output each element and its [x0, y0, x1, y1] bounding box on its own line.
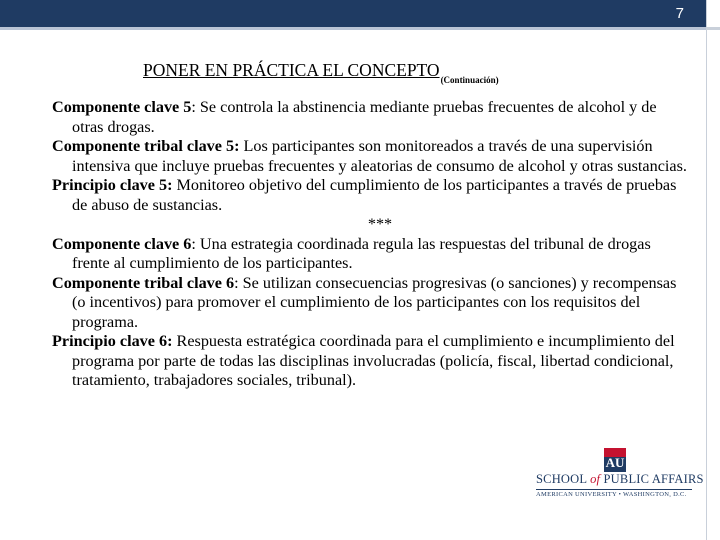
paragraph-principio-5	[52, 176, 692, 215]
paragraph-label: Principio clave 6:	[52, 332, 173, 350]
paragraph-componente-6	[52, 235, 692, 274]
logo-word-school: SCHOOL	[536, 472, 591, 486]
paragraph-componente-5	[52, 98, 692, 137]
paragraph-label: Principio clave 5:	[52, 176, 173, 194]
logo-subline: AMERICAN UNIVERSITY • WASHINGTON, D.C.	[536, 491, 687, 498]
paragraph-label: Componente clave 5	[52, 98, 192, 116]
right-border-tick	[707, 27, 720, 30]
section-separator: ***	[367, 215, 393, 233]
page-number: 7	[675, 5, 684, 22]
school-of-public-affairs-logo	[536, 448, 704, 504]
logo-wordmark	[536, 472, 704, 487]
paragraph-text: : Una estrategia coordinada regula las respuestas del tribunal de drogas frente al cumplimiento de los participantes.	[72, 234, 651, 272]
header-bar	[0, 0, 706, 27]
slide-body	[52, 98, 692, 391]
american-university-seal-icon	[604, 448, 626, 472]
paragraph-componente-tribal-5	[52, 137, 692, 176]
logo-word-of: of	[590, 472, 601, 486]
paragraph-text: Monitoreo objetivo del cumplimiento de los participantes a través de pruebas de abuso de sustancias.	[72, 176, 677, 214]
header-accent-line	[0, 27, 706, 30]
slide-title-text: PONER EN PRÁCTICA EL CONCEPTO	[143, 60, 440, 80]
paragraph-componente-tribal-6	[52, 274, 692, 333]
paragraph-label: Componente clave 6	[52, 234, 192, 253]
paragraph-text: Los participantes son monitoreados a través de una supervisión intensiva que incluye pruebas frecuentes y aleatorias de consumo de alcohol y otras sustancias.	[72, 137, 687, 175]
paragraph-label: Componente tribal clave 5:	[52, 137, 240, 155]
paragraph-text: : Se utilizan consecuencias progresivas (o sanciones) y recompensas (o incentivos) para promover el cumplimiento de los participantes con los requisitos del programa.	[72, 273, 677, 331]
right-border-line	[706, 0, 707, 540]
slide-title-suffix: (Continuación)	[440, 75, 499, 85]
paragraph-label: Componente tribal clave 6	[52, 273, 235, 292]
paragraph-text: : Se controla la abstinencia mediante pruebas frecuentes de alcohol y de otras drogas.	[72, 98, 657, 136]
svg-text:AU: AU	[605, 455, 625, 470]
logo-word-public-affairs: PUBLIC AFFAIRS	[600, 472, 704, 486]
slide-title	[143, 60, 499, 85]
paragraph-principio-6	[52, 332, 692, 391]
paragraph-text: Respuesta estratégica coordinada para el cumplimiento e incumplimiento del programa por parte de todas las disciplinas involucradas (policía, fiscal, libertad condicional, tratamiento, trabajadores sociales, tribunal).	[72, 332, 675, 389]
logo-divider	[536, 489, 692, 490]
